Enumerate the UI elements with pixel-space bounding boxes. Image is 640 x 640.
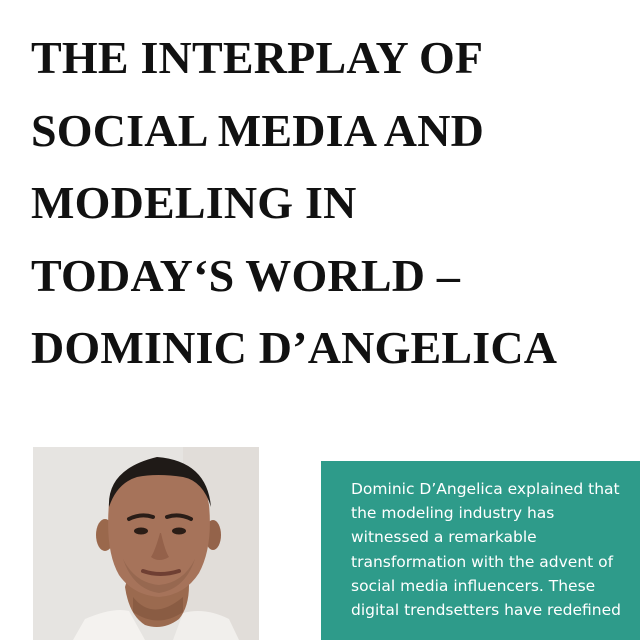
title-line: THE INTERPLAY OF bbox=[31, 32, 484, 83]
title-line: SOCIAL MEDIA AND bbox=[31, 104, 485, 156]
article-body-text: Dominic D’Angelica explained that the modeling industry has witnessed a remarkable transformation with the advent of social media influencers. These digital trendsetters have redefined bbox=[351, 480, 621, 620]
title-line: DOMINIC D’ANGELICA bbox=[31, 322, 558, 373]
title-line: TODAY‘S WORLD – bbox=[31, 249, 461, 301]
portrait-illustration bbox=[33, 447, 259, 640]
portrait-photo bbox=[33, 447, 259, 640]
article-excerpt-card bbox=[321, 461, 640, 640]
article-title bbox=[31, 22, 631, 385]
title-line: MODELING IN bbox=[31, 177, 357, 228]
